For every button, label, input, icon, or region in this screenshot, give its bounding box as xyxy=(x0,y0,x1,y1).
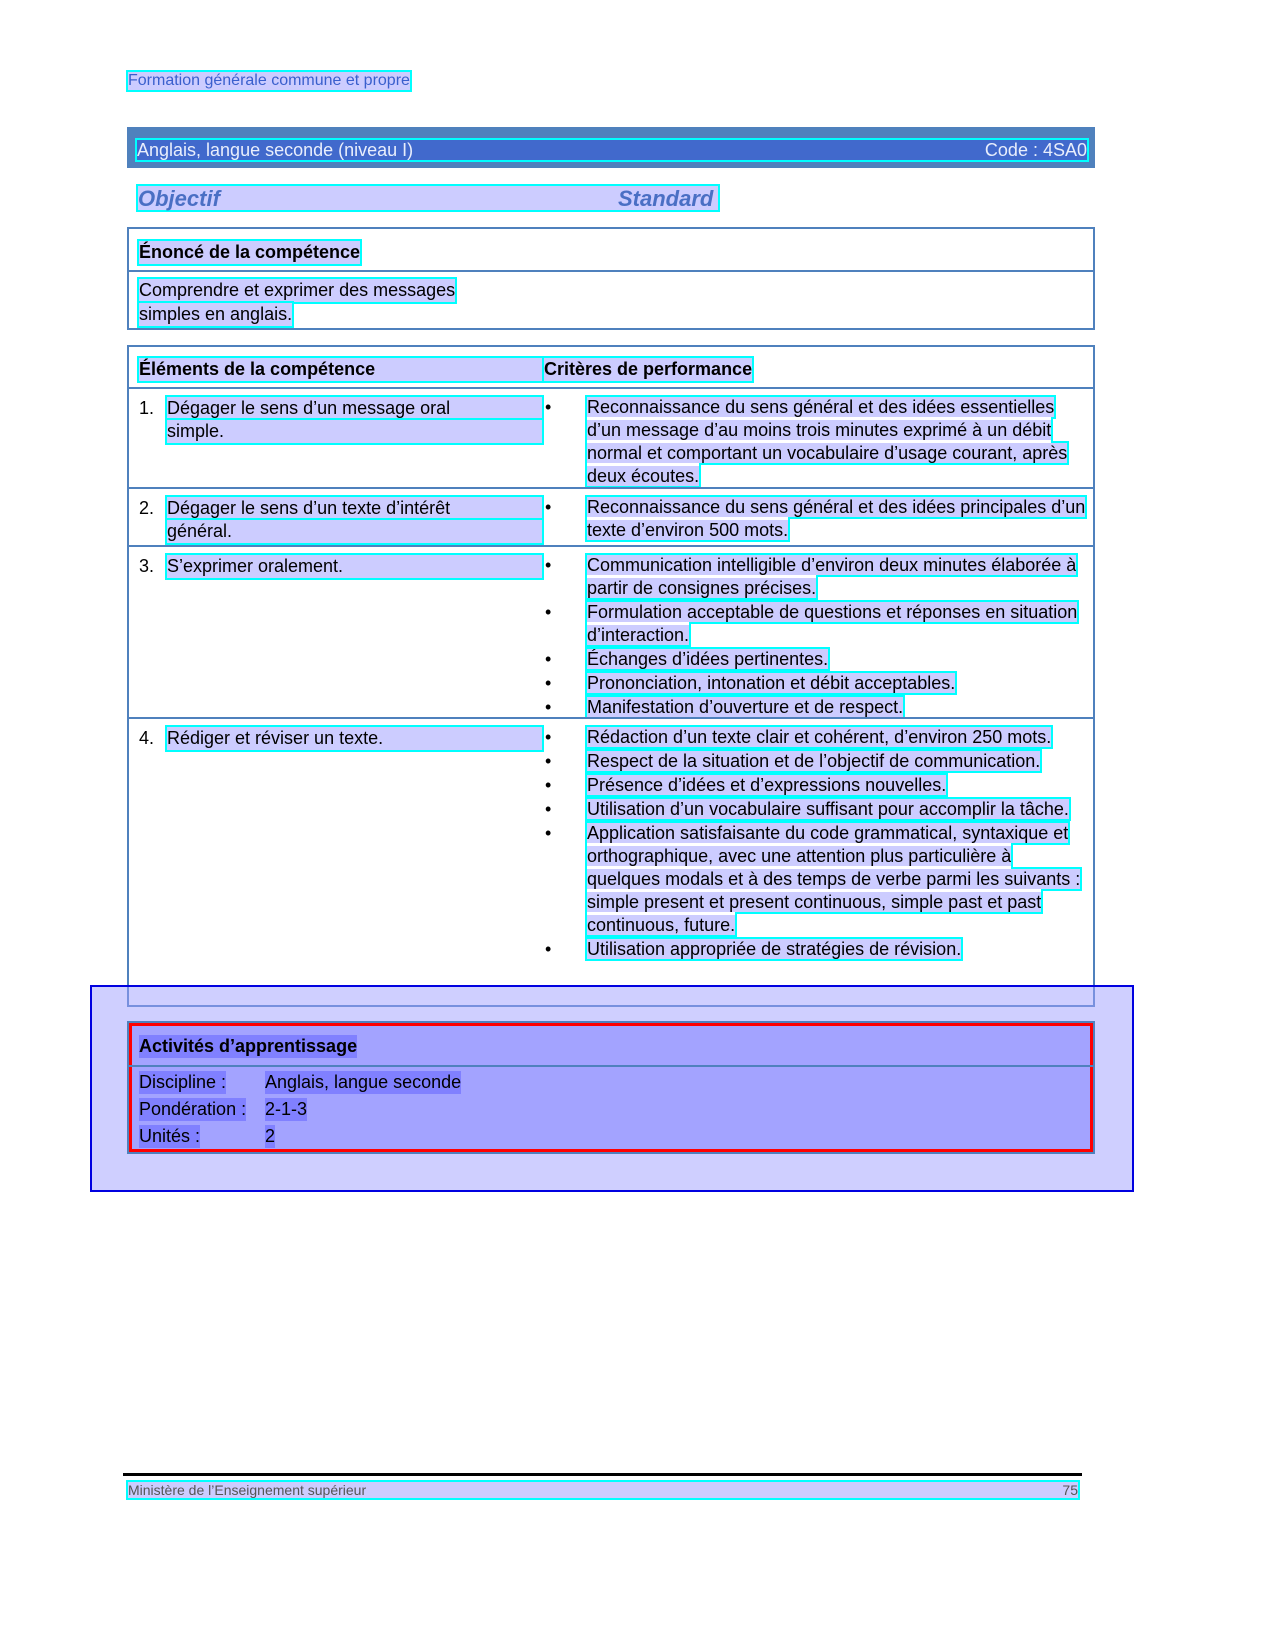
bullet-icon: • xyxy=(545,602,552,622)
criteria-list xyxy=(545,726,1087,962)
bullet-icon: • xyxy=(545,727,552,747)
element-text: S’exprimer oralement. xyxy=(167,555,542,578)
criteria-text: Utilisation d’un vocabulaire suffisant pour accomplir la tâche. xyxy=(587,799,1069,819)
discipline-value: Anglais, langue seconde xyxy=(265,1072,462,1092)
element-text: général. xyxy=(167,520,542,543)
course-code: Code : 4SA0 xyxy=(984,140,1087,160)
footer xyxy=(128,1482,1078,1498)
competence-box xyxy=(127,227,1095,330)
objective-standard-row xyxy=(138,186,718,210)
footer-ministry: Ministère de l’Enseignement supérieur xyxy=(128,1482,367,1498)
course-title-bar xyxy=(127,127,1095,168)
units-label: Unités : xyxy=(139,1126,201,1146)
bullet-icon: • xyxy=(545,649,552,669)
criteria-item xyxy=(545,822,1087,937)
standard-label: Standard xyxy=(618,186,714,211)
element-number: 3. xyxy=(139,556,155,576)
objective-label: Objectif xyxy=(138,186,220,211)
course-title: Anglais, langue seconde (niveau I) xyxy=(137,140,414,160)
criteria-item xyxy=(545,648,1087,671)
criteria-item xyxy=(545,726,1087,749)
bullet-icon: • xyxy=(545,555,552,575)
criteria-item xyxy=(545,798,1087,821)
criteria-item xyxy=(545,554,1087,600)
criteria-item xyxy=(545,601,1087,647)
bullet-icon: • xyxy=(545,697,552,717)
element-text: Rédiger et réviser un texte. xyxy=(167,727,542,750)
criteria-text: Utilisation appropriée de stratégies de révision. xyxy=(587,939,962,959)
bullet-icon: • xyxy=(545,673,552,693)
criteria-text: Reconnaissance du sens général et des idées principales d’un texte d’environ 500 mots. xyxy=(587,497,1086,540)
activities-box xyxy=(127,1021,1095,1154)
criteria-text: Application satisfaisante du code grammatical, syntaxique et orthographique, avec une attention plus particulière à quelques modals et à des temps de verbe parmi les suivants : simple present et present continuous, simple past et past continuous, future. xyxy=(587,823,1081,935)
activities-heading: Activités d’apprentissage xyxy=(139,1036,358,1056)
table-row xyxy=(129,717,1093,1005)
table-row xyxy=(129,487,1093,545)
element-text: Dégager le sens d’un message oral xyxy=(167,397,542,420)
criteria-list xyxy=(545,554,1087,720)
criteria-text: Échanges d’idées pertinentes. xyxy=(587,649,829,669)
criteria-item xyxy=(545,938,1087,961)
competence-line: simples en anglais. xyxy=(139,304,293,324)
criteria-list xyxy=(545,496,1087,543)
criteria-item xyxy=(545,672,1087,695)
header-criteria: Critères de performance xyxy=(544,359,753,379)
element-text: Dégager le sens d’un texte d’intérêt xyxy=(167,497,542,520)
bullet-icon: • xyxy=(545,939,552,959)
criteria-item xyxy=(545,496,1087,542)
bullet-icon: • xyxy=(545,751,552,771)
table-header xyxy=(129,347,1093,387)
units-value: 2 xyxy=(265,1126,276,1146)
criteria-item xyxy=(545,696,1087,719)
criteria-text: Formulation acceptable de questions et réponses en situation d’interaction. xyxy=(587,602,1078,645)
footer-rule xyxy=(123,1473,1082,1476)
element-number: 2. xyxy=(139,498,155,518)
criteria-text: Respect de la situation et de l’objectif de communication. xyxy=(587,751,1041,771)
criteria-item xyxy=(545,750,1087,773)
bullet-icon: • xyxy=(545,823,552,843)
criteria-text: Rédaction d’un texte clair et cohérent, d’environ 250 mots. xyxy=(587,727,1052,747)
criteria-text: Reconnaissance du sens général et des idées essentielles d’un message d’au moins trois minutes exprimé à un débit normal et comportant un vocabulaire d’usage courant, après deux écoutes. xyxy=(587,397,1068,486)
criteria-text: Manifestation d’ouverture et de respect. xyxy=(587,697,904,717)
criteria-text: Communication intelligible d’environ deux minutes élaborée à partir de consignes précises. xyxy=(587,555,1077,598)
bullet-icon: • xyxy=(545,799,552,819)
bullet-icon: • xyxy=(545,497,552,517)
element-number: 4. xyxy=(139,728,155,748)
element-number: 1. xyxy=(139,398,155,418)
competence-line: Comprendre et exprimer des messages xyxy=(139,280,456,300)
criteria-list xyxy=(545,396,1087,489)
weighting-value: 2-1-3 xyxy=(265,1099,308,1119)
criteria-text: Prononciation, intonation et débit acceptables. xyxy=(587,673,956,693)
criteria-item xyxy=(545,774,1087,797)
table-row xyxy=(129,545,1093,717)
discipline-label: Discipline : xyxy=(139,1072,227,1092)
page-number: 75 xyxy=(1062,1482,1078,1498)
header-elements: Éléments de la compétence xyxy=(139,358,544,381)
bullet-icon: • xyxy=(545,775,552,795)
table-row xyxy=(129,387,1093,487)
criteria-item xyxy=(545,396,1087,488)
element-text: simple. xyxy=(167,420,542,443)
weighting-label: Pondération : xyxy=(139,1099,247,1119)
bullet-icon: • xyxy=(545,397,552,417)
elements-table xyxy=(127,345,1095,1007)
program-header: Formation générale commune et propre xyxy=(128,72,410,89)
criteria-text: Présence d’idées et d’expressions nouvelles. xyxy=(587,775,947,795)
competence-heading: Énoncé de la compétence xyxy=(139,242,361,262)
